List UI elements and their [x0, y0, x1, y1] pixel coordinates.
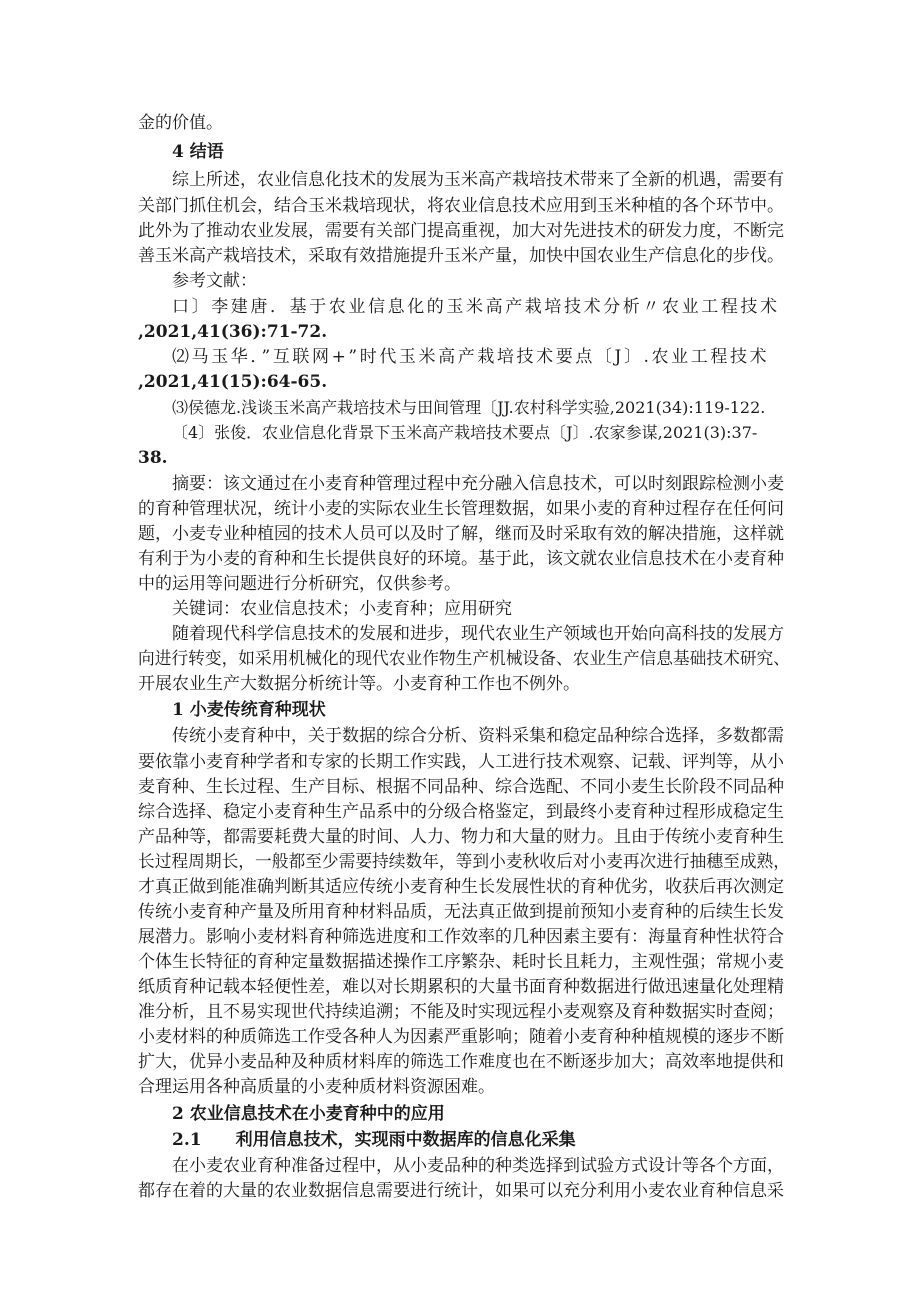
reference-item: 口〕李建唐．基于农业信息化的玉米高产栽培技术分析〃农业工程技术 — [172, 297, 780, 317]
body-text-line: 综合选择、稳定小麦育种生产品系中的分级合格鉴定，到最终小麦育种过程形成稳定生 — [138, 802, 784, 822]
body-text-line: 此外为了推动农业发展，需要有关部门提高重视，加大对先进技术的研发力度，不断完 — [138, 221, 784, 241]
body-text-line: 展潜力。影响小麦材料育种筛选进度和工作效率的几种因素主要有：海量育种性状符合 — [138, 927, 784, 947]
body-text-line: 都存在着的大量的农业数据信息需要进行统计，如果可以充分利用小麦农业育种信息采 — [138, 1181, 784, 1201]
body-text-line: 向进行转变，如采用机械化的现代农业作物生产机械设备、农业生产信息基础技术研究、 — [138, 649, 790, 669]
reference-item-continued: 38. — [138, 448, 168, 468]
body-text-line: 随着现代科学信息技术的发展和进步，现代农业生产领域也开始向高科技的发展方 — [172, 624, 784, 644]
body-text-line: 长过程周期长，一般都至少需要持续数年，等到小麦秋收后对小麦再次进行抽穗至成熟， — [138, 852, 790, 872]
references-heading: 参考文献： — [172, 271, 257, 291]
body-text-line: 小麦材料的种质筛选工作受各种人为因素严重影响；随着小麦育种种植规模的逐步不断 — [138, 1027, 784, 1047]
body-text-line: 在小麦农业育种准备过程中，从小麦品种的种类选择到试验方式设计等各个方面， — [172, 1156, 784, 1176]
body-text-line: 纸质育种记载本轻便性差，难以对长期累积的大量书面育种数据进行做迅速量化处理精 — [138, 977, 784, 997]
abstract-line: 摘要：该文通过在小麦育种管理过程中充分融入信息技术，可以时刻跟踪检测小麦 — [172, 474, 784, 494]
abstract-line: 有利于为小麦的育种和生长提供良好的环境。基于此，该文就农业信息技术在小麦育种 — [138, 549, 784, 569]
body-text-line: 善玉米高产栽培技术，采取有效措施提升玉米产量，加快中国农业生产信息化的步伐。 — [138, 246, 784, 266]
body-text-line: 麦育种、生长过程、生产目标、根据不同品种、综合选配、不同小麦生长阶段不同品种 — [138, 777, 784, 797]
body-text-line: 关部门抓住机会，结合玉米栽培现状，将农业信息技术应用到玉米种植的各个环节中。 — [138, 196, 784, 216]
body-text-line: 个体生长特征的育种定量数据描述操作工序繁杂、耗时长且耗力，主观性强；常规小麦 — [138, 952, 784, 972]
abstract-line: 的育种管理状况，统计小麦的实际农业生长管理数据，如果小麦的育种过程存在任何问 — [138, 499, 784, 519]
section-heading: 4 结语 — [172, 142, 224, 162]
section-heading: 2 农业信息技术在小麦育种中的应用 — [172, 1104, 445, 1124]
body-text-line: 才真正做到能准确判断其适应传统小麦育种生长发展性状的育种优劣，收获后再次测定 — [138, 877, 784, 897]
subsection-heading: 2.1 利用信息技术，实现雨中数据库的信息化采集 — [172, 1130, 576, 1150]
body-text-line: 综上所述，农业信息化技术的发展为玉米高产栽培技术带来了全新的机遇，需要有 — [172, 170, 784, 190]
reference-item: ⑵马玉华．”互联网+”时代玉米高产栽培技术要点〔J〕.农业工程技术 — [172, 347, 770, 367]
body-text-line: 准分析，且不易实现世代持续追溯；不能及时实现远程小麦观察及育种数据实时查阅； — [138, 1002, 784, 1022]
keywords-line: 关键词：农业信息技术；小麦育种；应用研究 — [172, 599, 512, 619]
body-text-line: 合理运用各种高质量的小麦种质材料资源困难。 — [138, 1077, 495, 1097]
body-text-line: 要依靠小麦育种学者和专家的长期工作实践，人工进行技术观察、记载、评判等，从小 — [138, 752, 784, 772]
body-text-line: 开展农业生产大数据分析统计等。小麦育种工作也不例外。 — [138, 674, 580, 694]
reference-item: ⑶侯德龙.浅谈玉米高产栽培技术与田间管理〔JJ.农村科学实验,2021(34):119-122. — [172, 398, 766, 417]
reference-item-continued: ,2021,41(36):71-72. — [138, 322, 328, 342]
body-text-line: 传统小麦育种产量及所用育种材料品质，无法真正做到提前预知小麦育种的后续生长发 — [138, 902, 784, 922]
body-text-line: 扩大，优异小麦品种及种质材料库的筛选工作难度也在不断逐步加大；高效率地提供和 — [138, 1052, 784, 1072]
section-heading: 1 小麦传统育种现状 — [172, 700, 326, 720]
body-text-line: 金的价值。 — [138, 113, 223, 133]
reference-item-continued: ,2021,41(15):64-65. — [138, 372, 328, 392]
abstract-line: 题，小麦专业种植园的技术人员可以及时了解，继而及时采取有效的解决措施，这样就 — [138, 524, 784, 544]
body-text-line: 产品种等，都需要耗费大量的时间、人力、物力和大量的财力。且由于传统小麦育种生 — [138, 827, 784, 847]
reference-item: 〔4〕张俊．农业信息化背景下玉米高产栽培技术要点〔J〕.农家参谋,2021(3):37- — [172, 423, 758, 442]
body-text-line: 传统小麦育种中，关于数据的综合分析、资料采集和稳定品种综合选择，多数都需 — [172, 726, 784, 746]
abstract-line: 中的运用等问题进行分析研究，仅供参考。 — [138, 574, 461, 594]
